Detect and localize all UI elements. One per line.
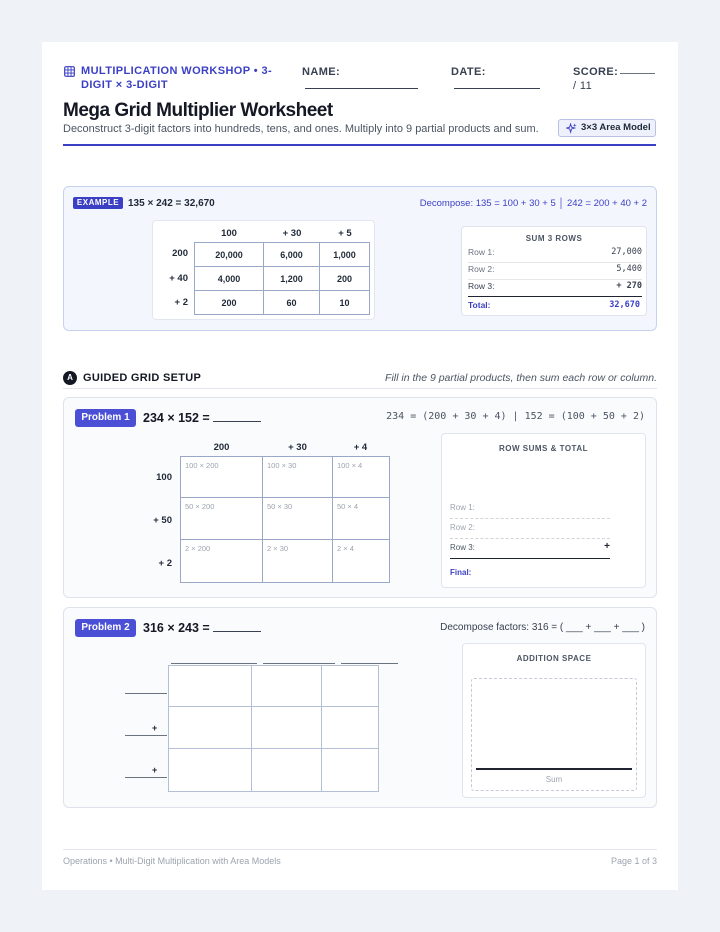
row-sum-label: Row 2: xyxy=(450,523,475,532)
col-factor-blank[interactable] xyxy=(341,663,398,664)
grid-cell[interactable] xyxy=(251,665,323,708)
sum-row-label: Row 1: xyxy=(468,247,495,257)
name-field[interactable] xyxy=(305,88,418,89)
equation-text: 234 × 152 = xyxy=(143,411,210,425)
grid-cell[interactable]: 2 × 200 xyxy=(180,539,264,583)
chip-text: 3×3 Area Model xyxy=(581,122,651,133)
row-header: 200 xyxy=(172,248,188,259)
section-letter: A xyxy=(63,371,77,385)
score-field[interactable] xyxy=(620,73,655,74)
sum-row-value: 27,000 xyxy=(611,247,642,257)
grid-cell[interactable]: 50 × 4 xyxy=(332,497,390,541)
example-decompose: Decompose: 135 = 100 + 30 + 5 │ 242 = 200 + 40 + 2 xyxy=(419,198,647,209)
grid-cell[interactable] xyxy=(168,748,253,792)
col-header: + 4 xyxy=(353,442,368,453)
col-header: 100 xyxy=(221,228,237,239)
grid-cell[interactable]: 2 × 4 xyxy=(332,539,390,583)
page-subtitle: Deconstruct 3-digit factors into hundreds, tens, and ones. Multiply into 9 partial products and sum. xyxy=(63,123,539,135)
sum-label: Sum xyxy=(545,775,563,784)
example-cell: 200 xyxy=(194,290,264,315)
example-cell: 1,000 xyxy=(319,242,370,267)
col-header: + 5 xyxy=(338,228,352,239)
row-factor-blank[interactable] xyxy=(125,735,167,736)
header-rule xyxy=(63,144,656,146)
row-plus-sign: + xyxy=(152,765,158,775)
sum-title: SUM 3 ROWS xyxy=(525,234,583,243)
total-label: Total: xyxy=(468,300,491,310)
problem-1-decompose: 234 = (200 + 30 + 4) | 152 = (100 + 50 + 2) xyxy=(386,411,645,422)
row-header: + 50 xyxy=(153,515,172,526)
row-factor-blank[interactable] xyxy=(125,777,167,778)
row-header: + 2 xyxy=(174,297,188,308)
grid-cell[interactable] xyxy=(251,748,323,792)
example-cell: 1,200 xyxy=(263,266,320,291)
example-equation: 135 × 242 = 32,670 xyxy=(128,198,215,209)
col-header: + 30 xyxy=(288,442,307,453)
grid-cell[interactable] xyxy=(168,665,253,708)
col-header: 200 xyxy=(213,442,230,453)
sum-row-label: Row 3: xyxy=(468,281,495,291)
example-grid xyxy=(152,220,375,320)
addition-space-title: ADDITION SPACE xyxy=(516,654,592,663)
example-cell: 200 xyxy=(319,266,370,291)
section-rule xyxy=(63,388,657,389)
sum-row-value: + 270 xyxy=(616,281,642,291)
grid-cell[interactable]: 100 × 200 xyxy=(180,456,264,499)
worksheet-page xyxy=(42,42,678,890)
problem-2-badge: Problem 2 xyxy=(75,619,136,637)
total-value: 32,670 xyxy=(609,300,640,310)
date-label: DATE: xyxy=(451,66,486,78)
footer-rule xyxy=(63,849,657,850)
sum-row xyxy=(468,264,642,280)
grid-cell[interactable]: 100 × 4 xyxy=(332,456,390,499)
sum-row xyxy=(468,281,642,297)
problem-2-card xyxy=(63,607,657,808)
row-header: + 40 xyxy=(169,273,188,284)
grid-cell[interactable] xyxy=(168,706,253,750)
addition-space-card xyxy=(462,643,646,798)
sum-row-label: Row 2: xyxy=(468,264,495,274)
problem-1-equation xyxy=(143,409,261,427)
row-sum-line[interactable] xyxy=(450,543,610,559)
row-header: 100 xyxy=(156,472,172,483)
problem-2-decompose: Decompose factors: 316 = ( ___ + ___ + ___ ) xyxy=(440,622,645,633)
row-header: + 2 xyxy=(158,558,172,569)
footer-left: Operations • Multi-Digit Multiplication with Area Models xyxy=(63,856,281,866)
date-field[interactable] xyxy=(454,88,540,89)
row-sum-line[interactable] xyxy=(450,523,610,539)
sparkle-icon xyxy=(566,123,577,134)
row-sum-label: Row 3: xyxy=(450,543,475,552)
addition-work-area[interactable] xyxy=(471,678,637,791)
example-panel xyxy=(63,186,657,331)
answer-blank[interactable] xyxy=(213,622,261,632)
equation-text: 316 × 243 = xyxy=(143,621,210,635)
col-factor-blank[interactable] xyxy=(171,663,257,664)
answer-blank[interactable] xyxy=(213,412,261,422)
section-instruction: Fill in the 9 partial products, then sum each row or column. xyxy=(385,372,657,384)
grid-cell[interactable] xyxy=(321,748,379,792)
problem-1-badge: Problem 1 xyxy=(75,409,136,427)
example-cell: 6,000 xyxy=(263,242,320,267)
example-sum-card xyxy=(461,226,647,316)
example-cell: 10 xyxy=(319,290,370,315)
grid-cell[interactable]: 50 × 30 xyxy=(262,497,334,541)
section-title: GUIDED GRID SETUP xyxy=(83,372,202,384)
example-cell: 4,000 xyxy=(194,266,264,291)
grid-cell[interactable]: 2 × 30 xyxy=(262,539,334,583)
col-factor-blank[interactable] xyxy=(263,663,335,664)
grid-cell[interactable] xyxy=(321,706,379,750)
row-sum-line[interactable] xyxy=(450,503,610,519)
grid-cell[interactable]: 100 × 30 xyxy=(262,456,334,499)
sum-row xyxy=(468,247,642,263)
brand-label xyxy=(64,64,300,92)
brand-text: MULTIPLICATION WORKSHOP • 3-DIGIT × 3-DIGIT xyxy=(81,65,273,91)
area-model-chip xyxy=(558,119,656,137)
row-sum-label: Row 1: xyxy=(450,503,475,512)
grid-cell[interactable] xyxy=(321,665,379,708)
score-total: / 11 xyxy=(573,80,593,92)
example-cell: 60 xyxy=(263,290,320,315)
plus-sign: + xyxy=(604,541,610,552)
final-label: Final: xyxy=(450,568,472,577)
footer-page: Page 1 of 3 xyxy=(610,856,657,866)
score-label: SCORE: xyxy=(573,66,619,78)
sum-rule xyxy=(476,768,632,770)
row-sums-title: ROW SUMS & TOTAL xyxy=(498,444,589,453)
row-factor-blank[interactable] xyxy=(125,693,167,694)
grid-cell[interactable]: 50 × 200 xyxy=(180,497,264,541)
problem-2-equation xyxy=(143,619,261,637)
col-header: + 30 xyxy=(282,228,302,239)
sum-row-value: 5,400 xyxy=(616,264,642,274)
example-cell: 20,000 xyxy=(194,242,264,267)
problem-1-card xyxy=(63,397,657,598)
example-badge: EXAMPLE xyxy=(73,197,123,209)
row-plus-sign: + xyxy=(152,723,158,733)
grid-cell[interactable] xyxy=(251,706,323,750)
grid-icon xyxy=(64,66,75,77)
name-label: NAME: xyxy=(302,66,341,78)
row-sums-card xyxy=(441,433,646,588)
page-title: Mega Grid Multiplier Worksheet xyxy=(63,100,333,121)
